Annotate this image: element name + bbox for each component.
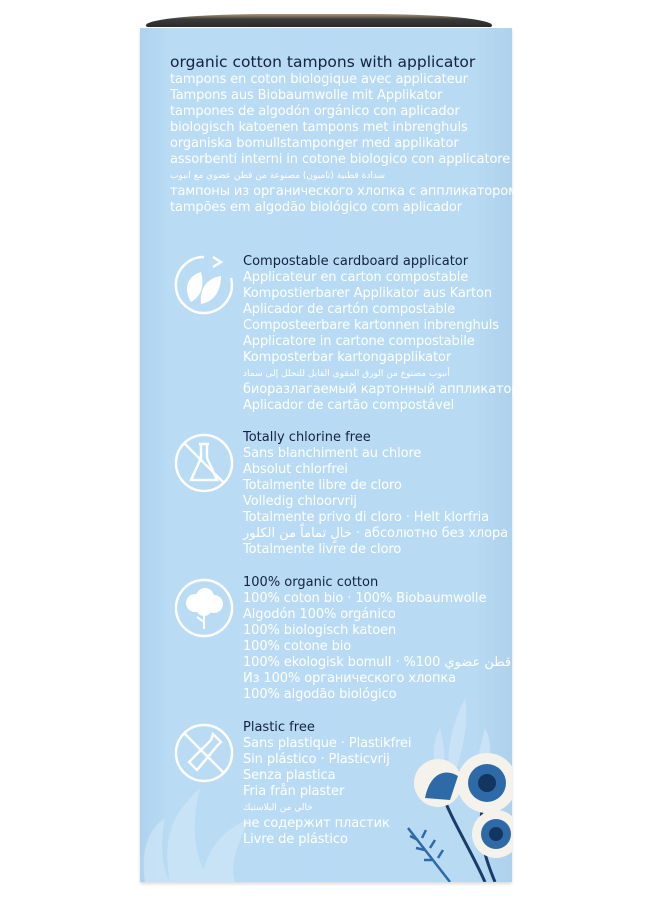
- feature-line: Volledig chloorvrij: [243, 494, 357, 509]
- feature-heading: Compostable cardboard applicator: [243, 254, 469, 269]
- product-title: organic cotton tampons with applicator: [170, 53, 476, 71]
- feature-heading: Plastic free: [243, 720, 315, 735]
- feature-line: 100% cotone bio: [243, 639, 352, 654]
- product-title-block: [170, 52, 518, 216]
- feature-heading: 100% organic cotton: [243, 575, 379, 590]
- no-plastic-bottle-icon: [173, 722, 235, 784]
- feature-line: Sin plástico · Plasticvrij: [243, 752, 390, 767]
- feature-plastic-free: [243, 720, 411, 848]
- fern-leaves-left: [144, 788, 250, 882]
- feature-line: Absolut chlorfrei: [243, 462, 348, 477]
- feature-line: 100% coton bio · 100% Biobaumwolle: [243, 591, 487, 606]
- title-translation: assorbenti interni in cotone biologico con applicatore: [170, 152, 511, 167]
- title-translation: Tampons aus Biobaumwolle mit Applikator: [170, 88, 443, 103]
- title-translation: organiska bomullstamponger med applikator: [170, 136, 459, 151]
- feature-line: خالٍ تماماً من الكلور · абсолютно без хлора: [243, 526, 509, 541]
- feature-line: Fria från plaster: [243, 784, 345, 799]
- feature-compostable: [243, 254, 520, 414]
- title-translation: tampões em algodão biológico com aplicador: [170, 200, 463, 215]
- feature-line: биоразлагаемый картонный аппликатор: [243, 382, 520, 397]
- feature-line: أنبوب مصنوع من الورق المقوى القابل للتحلل إلى سماد: [243, 369, 450, 379]
- title-translation: tampons en coton biologique avec applicateur: [170, 72, 468, 87]
- feature-heading: Totally chlorine free: [243, 430, 371, 445]
- feature-line: Из 100% органического хлопка: [243, 671, 457, 686]
- feature-line: Applicatore in cartone compostabile: [243, 334, 475, 349]
- feature-line: Kompostierbarer Applikator aus Karton: [243, 286, 493, 301]
- product-box-side: [140, 28, 520, 882]
- feature-line: Sans plastique · Plastikfrei: [243, 736, 412, 751]
- feature-line: Senza plastica: [243, 768, 336, 783]
- feature-organic-cotton: [243, 575, 511, 703]
- feature-line: 100% biologisch katoen: [243, 623, 397, 638]
- feature-line: Aplicador de cartón compostable: [243, 302, 455, 317]
- feature-line: Aplicador de cartão compostável: [243, 398, 455, 413]
- title-translation: тампоны из органического хлопка с аппликатором: [170, 184, 518, 199]
- feature-line: خالي من البلاستيك: [243, 803, 313, 813]
- feature-line: Composteerbare kartonnen inbrenghuls: [243, 318, 499, 333]
- feature-line: Totalmente privo di cloro · Helt klorfria: [243, 510, 490, 525]
- flower-small: [472, 810, 512, 858]
- feature-chlorine-free: [243, 430, 508, 558]
- feature-line: Totalmente libre de cloro: [243, 478, 402, 493]
- flower-large: [457, 753, 512, 813]
- feature-line: Totalmente livre de cloro: [243, 542, 402, 557]
- title-translation: سدادة قطنية (تامبون) مصنوعة من قطن عضوي مع انبوب: [170, 171, 386, 181]
- blue-sprig: [408, 828, 450, 882]
- cotton-flower-icon: [173, 577, 235, 639]
- title-translation: tampones de algodón orgánico con aplicador: [170, 104, 460, 119]
- feature-line: Komposterbar kartongapplikator: [243, 350, 452, 365]
- flower-half: [414, 759, 462, 807]
- feature-line: Applicateur en carton compostable: [243, 270, 469, 285]
- box-top-edge: [146, 14, 492, 27]
- no-chlorine-flask-icon: [173, 432, 235, 494]
- feature-line: не содержит пластик: [243, 816, 390, 831]
- title-translation: biologisch katoenen tampons met inbrenghuls: [170, 120, 468, 135]
- compostable-leaf-icon: [173, 254, 235, 316]
- feature-line: Algodón 100% orgánico: [243, 607, 396, 622]
- feature-line: Livre de plástico: [243, 832, 348, 847]
- feature-line: 100% ekologisk bomull · %100 قطن عضوي: [243, 655, 512, 670]
- feature-line: 100% algodão biológico: [243, 687, 397, 702]
- feature-line: Sans blanchiment au chlore: [243, 446, 422, 461]
